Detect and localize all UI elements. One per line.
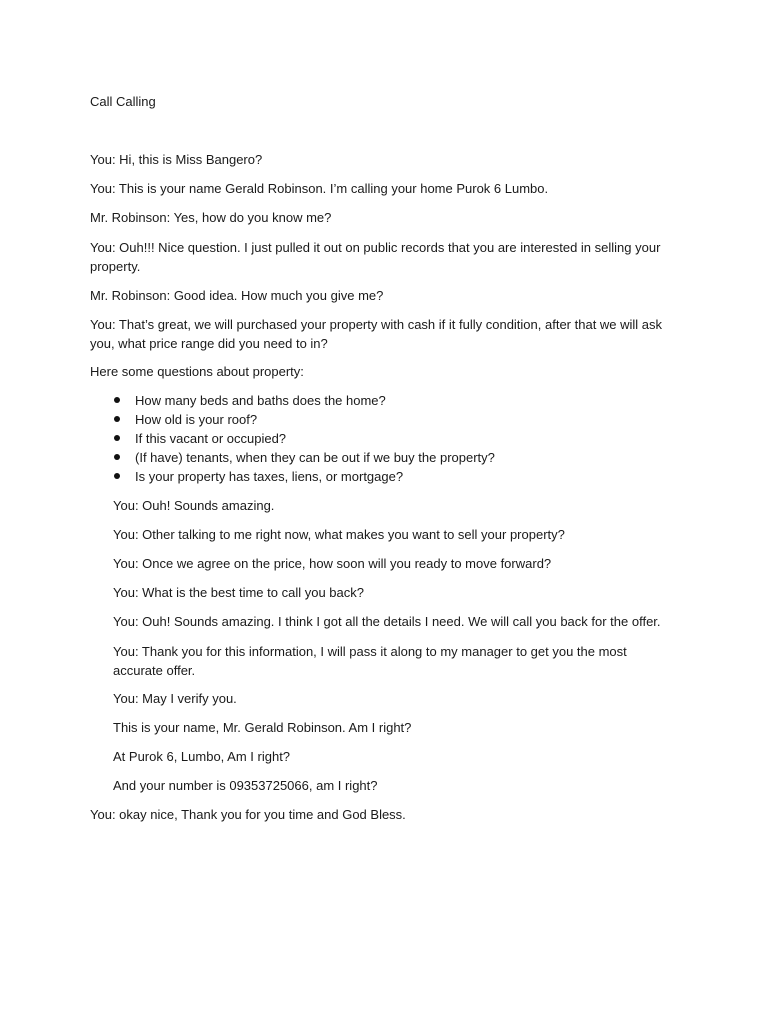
question-text: How many beds and baths does the home? (135, 393, 386, 408)
list-item (113, 448, 495, 467)
bullet-icon (114, 473, 120, 479)
dialogue-line: You: Hi, this is Miss Bangero? (90, 152, 263, 167)
list-item (113, 467, 495, 486)
list-item (113, 410, 495, 429)
dialogue-line: You: Once we agree on the price, how soon will you ready to move forward? (113, 556, 552, 571)
question-text: How old is your roof? (135, 412, 258, 427)
bullet-icon (114, 454, 120, 460)
dialogue-line: This is your name, Mr. Gerald Robinson. Am I right? (113, 720, 412, 735)
dialogue-line: You: Ouh!!! Nice question. I just pulled it out on public records that you are interested in selling your property. (90, 240, 661, 274)
questions-heading: Here some questions about property: (90, 364, 304, 379)
bullet-icon (114, 397, 120, 403)
question-text: (If have) tenants, when they can be out if we buy the property? (135, 450, 495, 465)
dialogue-line: You: That’s great, we will purchased your property with cash if it fully condition, after that we will ask you, what price range did you need to in? (90, 317, 663, 351)
list-item (113, 429, 495, 448)
dialogue-line: You: This is your name Gerald Robinson. I’m calling your home Purok 6 Lumbo. (90, 181, 549, 196)
document-title: Call Calling (90, 94, 156, 109)
dialogue-line: At Purok 6, Lumbo, Am I right? (113, 749, 291, 764)
dialogue-line: You: Ouh! Sounds amazing. (113, 498, 275, 513)
question-text: Is your property has taxes, liens, or mortgage? (135, 469, 404, 484)
dialogue-line: Mr. Robinson: Good idea. How much you give me? (90, 288, 384, 303)
dialogue-line: You: What is the best time to call you back? (113, 585, 364, 600)
dialogue-line: And your number is 09353725066, am I right? (113, 778, 378, 793)
dialogue-line: You: Ouh! Sounds amazing. I think I got all the details I need. We will call you back for the offer. (113, 614, 661, 629)
dialogue-line: You: Thank you for this information, I will pass it along to my manager to get you the most accurate offer. (113, 644, 627, 678)
bullet-icon (114, 435, 120, 441)
dialogue-line: You: Other talking to me right now, what makes you want to sell your property? (113, 527, 565, 542)
list-item (113, 391, 495, 410)
dialogue-line: You: May I verify you. (113, 691, 237, 706)
bullet-icon (114, 416, 120, 422)
dialogue-line: Mr. Robinson: Yes, how do you know me? (90, 210, 332, 225)
question-text: If this vacant or occupied? (135, 431, 287, 446)
questions-list (113, 391, 495, 486)
closing-line: You: okay nice, Thank you for you time and God Bless. (90, 807, 406, 822)
